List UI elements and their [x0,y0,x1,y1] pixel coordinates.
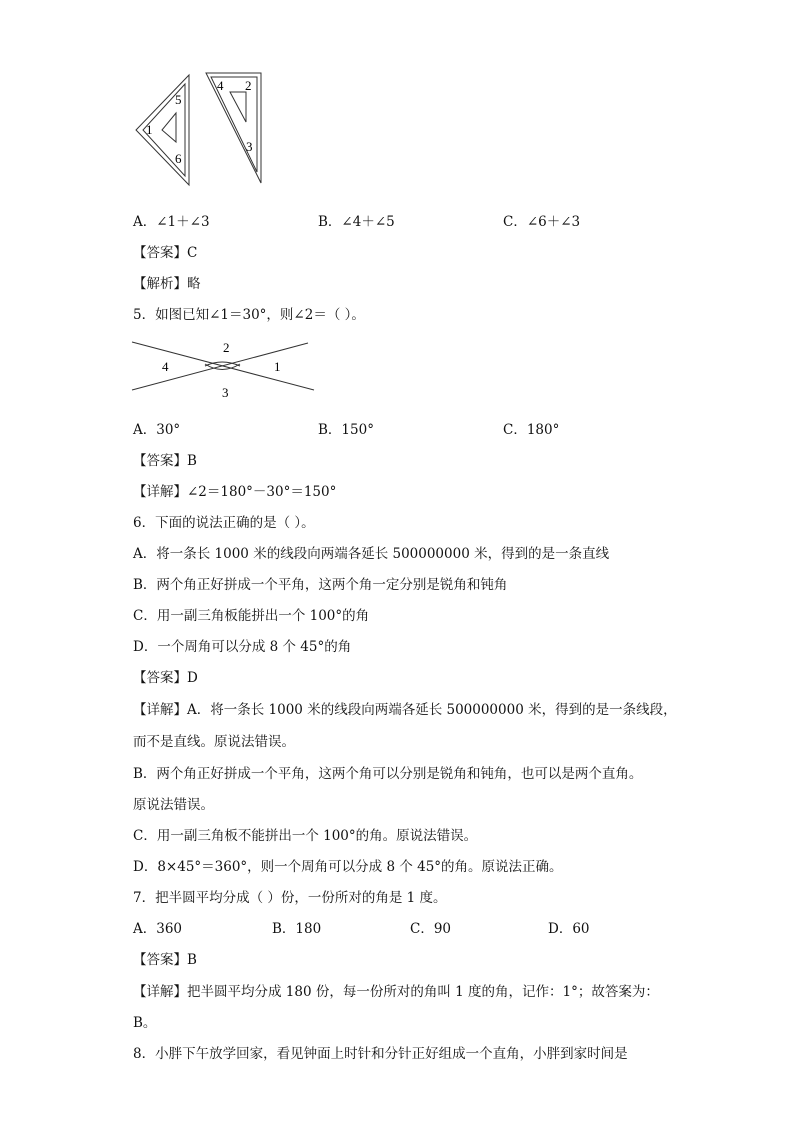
set-squares-figure [0,0,794,200]
q7-option-d: D．60 [548,921,590,937]
q6-option-d: D．一个周角可以分成 8 个 45°的角 [133,639,352,655]
angle-label-2: 2 [223,340,230,355]
q7-detail-line: B。 [133,1015,157,1031]
q6-detail-line: B．两个角正好拼成一个平角，这两个角可以分别是锐角和钝角，也可以是两个直角。 [133,766,643,782]
q6-option-a: A．将一条长 1000 米的线段向两端各延长 500000000 米，得到的是一条直线 [133,546,610,562]
q7-stem: 7．把半圆平均分成（ ）份，一份所对的角是 1 度。 [133,890,447,906]
angle-label-1: 1 [274,359,281,374]
q5-answer: 【答案】B [133,453,197,469]
angle-label-2: 2 [245,78,252,93]
angle-label-3: 3 [246,139,253,154]
right-set-square [206,73,261,183]
q6-detail-line: 【详解】A．将一条长 1000 米的线段向两端各延长 500000000 米，得到的是一条线段， [133,702,677,718]
q4-option-a: A．∠1＋∠3 [133,214,210,230]
q7-detail-line: 【详解】把半圆平均分成 180 份，每一份所对的角叫 1 度的角，记作：1°；故答案为： [133,984,659,1000]
q5-option-b: B．150° [318,422,374,438]
q6-option-c: C．用一副三角板能拼出一个 100°的角 [133,608,370,624]
angle-label-3: 3 [222,385,229,400]
q6-detail-line: D．8×45°＝360°，则一个周角可以分成 8 个 45°的角。原说法正确。 [133,859,563,875]
q4-option-b: B．∠4＋∠5 [318,214,395,230]
q6-detail-line: 而不是直线。原说法错误。 [133,734,295,750]
q8-stem: 8．小胖下午放学回家，看见钟面上时针和分针正好组成一个直角，小胖到家时间是 [133,1046,628,1062]
q7-option-c: C．90 [410,921,452,937]
q5-detail: 【详解】∠2＝180°－30°＝150° [133,484,337,500]
angle-label-1: 1 [146,122,153,137]
q6-option-b: B．两个角正好拼成一个平角，这两个角一定分别是锐角和钝角 [133,577,508,593]
q6-detail-line: 原说法错误。 [133,797,214,813]
q6-stem: 6．下面的说法正确的是（ ）。 [133,515,315,531]
q7-option-b: B．180 [272,921,322,937]
intersecting-lines-figure [126,338,326,402]
angle-label-4: 4 [162,359,169,374]
angle-label-5: 5 [175,92,182,107]
q5-stem: 5．如图已知∠1＝30°，则∠2＝（ ）。 [133,307,365,323]
q4-analysis: 【解析】略 [133,276,201,292]
q7-answer: 【答案】B [133,952,197,968]
q4-answer: 【答案】C [133,245,198,261]
q5-option-a: A．30° [133,422,181,438]
angle-label-6: 6 [175,151,182,166]
q5-option-c: C．180° [503,422,560,438]
angle-label-4: 4 [217,78,224,93]
q4-option-c: C．∠6＋∠3 [503,214,581,230]
q6-detail-line: C．用一副三角板不能拼出一个 100°的角。原说法错误。 [133,828,478,844]
q7-option-a: A．360 [133,921,183,937]
q6-answer: 【答案】D [133,670,198,686]
